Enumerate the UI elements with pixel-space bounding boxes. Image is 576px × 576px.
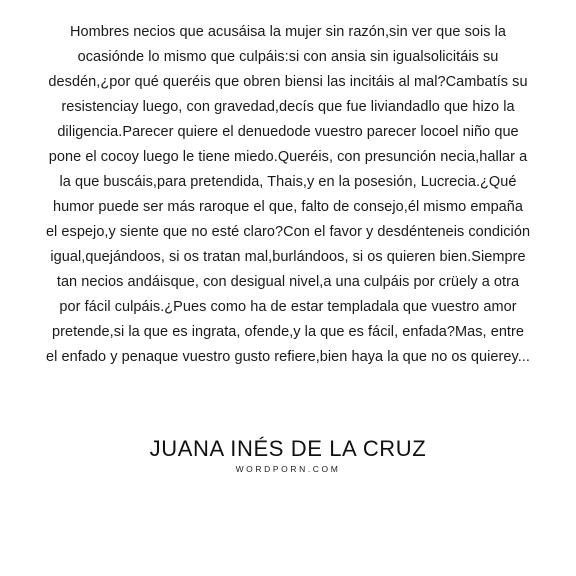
- quote-text: [0, 20, 576, 370]
- quote-line: Hombres necios que acusáisa la mujer sin razón,sin ver que sois la: [69, 24, 507, 40]
- quote-line: la que buscáis,para pretendida, Thais,y en la posesión, Lucrecia.¿Qué: [59, 174, 517, 190]
- quote-line: desdén,¿por qué queréis que obren biensi las incitáis al mal?Cambatís su: [48, 74, 528, 90]
- quote-line: pretende,si la que es ingrata, ofende,y la que es fácil, enfada?Mas, entre: [51, 324, 525, 340]
- quote-line: ocasiónde lo mismo que culpáis:si con ansia sin igualsolicitáis su: [77, 49, 499, 65]
- source-site: WORDPORN.COM: [235, 464, 341, 474]
- quote-line: igual,quejándoos, si os tratan mal,burlándoos, si os quieren bien.Siempre: [50, 249, 526, 265]
- quote-line: humor puede ser más raroque el que, falto de consejo,él mismo empaña: [52, 199, 524, 215]
- quote-line: por fácil culpáis.¿Pues como ha de estar templadala que vuestro amor: [59, 299, 517, 315]
- author-name: JUANA INÉS DE LA CRUZ: [149, 436, 427, 461]
- quote-line: tan necios andáisque, con desigual nivel,a una culpáis por crüely a otra: [56, 274, 520, 290]
- quote-line: diligencia.Parecer quiere el denuedode vuestro parecer locoel niño que: [57, 124, 519, 140]
- quote-line: el espejo,y siente que no esté claro?Con el favor y desdénteneis condición: [45, 224, 531, 240]
- quote-line: resistenciay luego, con gravedad,decís que fue liviandadlo que hizo la: [61, 99, 515, 115]
- quote-line: el enfado y penaque vuestro gusto refiere,bien haya la que no os quierey...: [46, 349, 530, 365]
- quote-line: pone el cocoy luego le tiene miedo.Queréis, con presunción necia,hallar a: [48, 149, 528, 165]
